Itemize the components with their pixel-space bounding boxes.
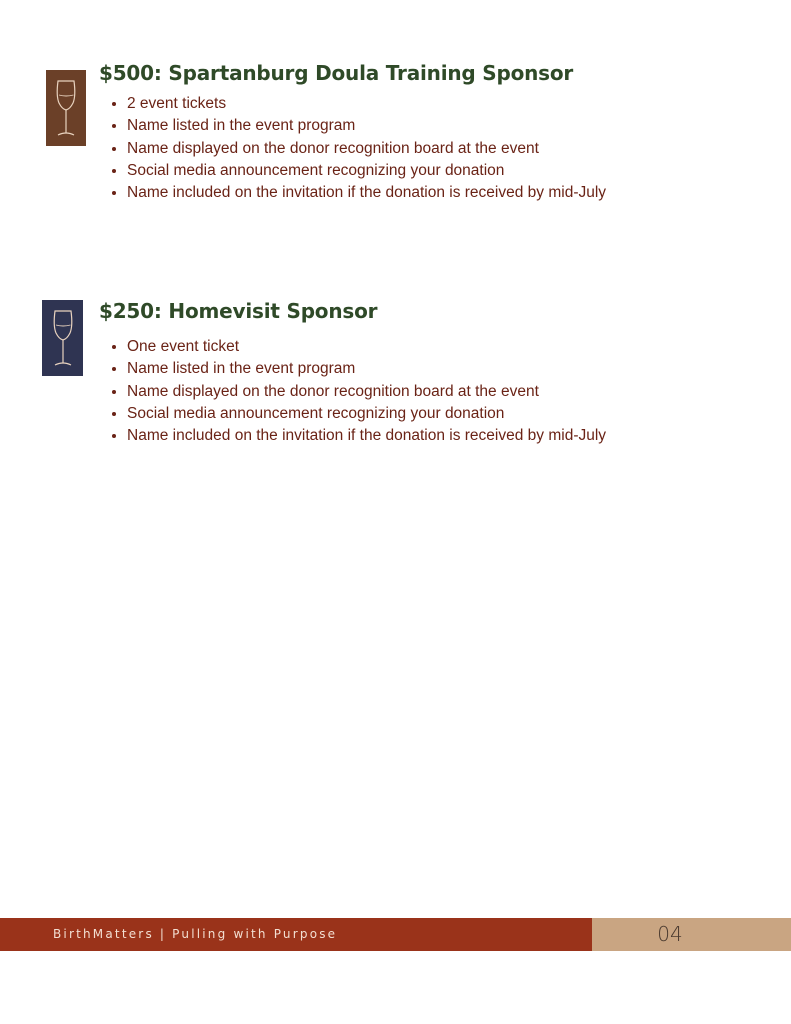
benefit-list bbox=[108, 336, 606, 447]
wine-glass-icon bbox=[46, 70, 86, 146]
list-item: • One event ticket bbox=[127, 336, 606, 358]
list-item: • 2 event tickets bbox=[127, 93, 606, 115]
list-item: • Name displayed on the donor recognition board at the event bbox=[127, 381, 606, 403]
benefit-list bbox=[108, 93, 606, 204]
list-item: • Name included on the invitation if the donation is received by mid-July bbox=[127, 182, 606, 204]
tier-title: $250: Homevisit Sponsor bbox=[99, 299, 378, 323]
list-item: • Name included on the invitation if the donation is received by mid-July bbox=[127, 425, 606, 447]
footer-band bbox=[0, 918, 592, 951]
tier-title: $500: Spartanburg Doula Training Sponsor bbox=[99, 61, 574, 85]
list-item: • Social media announcement recognizing your donation bbox=[127, 160, 606, 182]
footer-text: BirthMatters | Pulling with Purpose bbox=[53, 927, 338, 941]
page-number-box bbox=[592, 918, 791, 951]
list-item: • Name displayed on the donor recognition board at the event bbox=[127, 138, 606, 160]
wine-glass-icon bbox=[42, 300, 83, 376]
list-item: • Name listed in the event program bbox=[127, 358, 606, 380]
page-number: 04 bbox=[657, 922, 683, 946]
list-item: • Social media announcement recognizing your donation bbox=[127, 403, 606, 425]
list-item: • Name listed in the event program bbox=[127, 115, 606, 137]
